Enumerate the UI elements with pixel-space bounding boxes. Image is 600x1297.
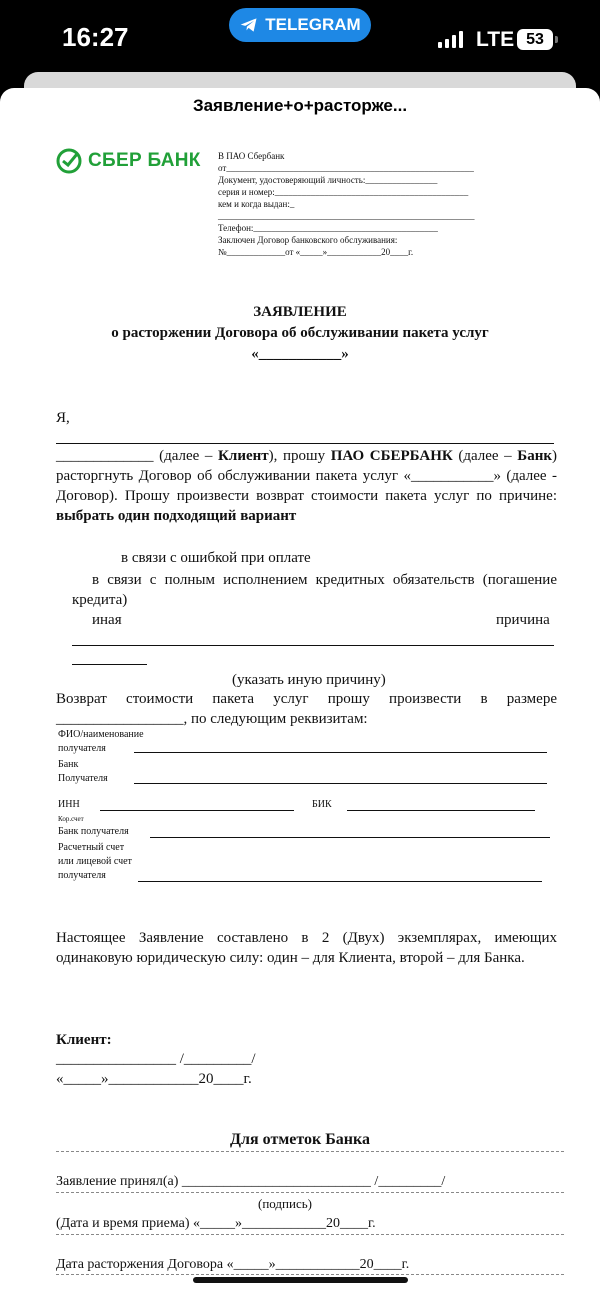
header-field: В ПАО Сбербанк <box>218 151 285 161</box>
bank-name: ПАО СБЕРБАНК <box>330 448 453 464</box>
sber-logo <box>56 148 201 174</box>
bank-field-line <box>134 773 547 784</box>
document-title: Заявление+о+расторже... <box>192 96 408 115</box>
request-text: ), прошу <box>268 448 331 464</box>
other-reason-line-1 <box>72 628 554 646</box>
fio-label-line2: получателя <box>58 743 106 754</box>
bank-label-line1: Банк <box>58 759 79 770</box>
bank-label <box>58 758 108 786</box>
bik-label: БИК <box>312 799 332 810</box>
client-line: _____________ (далее – <box>56 448 219 464</box>
status-bar <box>0 0 600 72</box>
bank-recipient-field-line <box>150 827 550 838</box>
client-word: Клиент <box>218 448 269 464</box>
other-reason-hint: (указать иную причину) <box>232 672 386 688</box>
bank-word: Банк <box>517 448 552 464</box>
intro: Я, <box>56 410 70 426</box>
terminate-text: ) расторгнуть Договор об обслуживании пакета услуг «___________» (далее - Договор). Прошу произвести возврат стоимости пакета услуг по причине: <box>56 448 557 504</box>
choose-text: выбрать один подходящий вариант <box>56 508 297 524</box>
accepted-line: Заявление принял(а) ___________________________ /_________/ <box>56 1174 446 1189</box>
clock: 16:27 <box>62 22 129 52</box>
kor-label: Кор.счет <box>58 815 84 823</box>
bank-marks-divider <box>56 1234 564 1235</box>
request-paragraph <box>56 446 557 526</box>
reason-option-payment-error: в связи с ошибкой при оплате <box>121 550 311 566</box>
addressee-block <box>218 150 528 258</box>
header-field: кем и когда выдан:_ <box>218 199 295 209</box>
reason-option-other: иная <box>92 612 122 628</box>
account-label-line3: получателя <box>58 870 106 881</box>
bank-suffix: (далее – <box>452 448 518 464</box>
bik-field-line <box>347 800 535 811</box>
bank-marks-title: Для отметок Банка <box>230 1131 370 1148</box>
fio-label <box>58 728 144 756</box>
app-pill-label: TELEGRAM <box>265 15 361 34</box>
network-type: LTE <box>476 28 515 51</box>
refund-paragraph: Возврат стоимости пакета услуг прошу произвести в размере _________________, по следующим реквизитам: <box>56 691 557 727</box>
heading-subtitle: о расторжении Договора об обслуживании пакета услуг <box>111 325 489 341</box>
client-sign-line: ________________ /_________/ <box>56 1051 256 1067</box>
header-field: №_____________от «_____»____________20____г. <box>218 247 414 257</box>
heading-contract: «___________» <box>251 346 349 362</box>
reason-option-other-word: причина <box>496 612 550 628</box>
sber-logo-icon <box>56 148 82 174</box>
header-field: Заключен Договор банковского обслуживания: <box>218 235 398 245</box>
header-field: _________________________________________________________ <box>218 211 475 221</box>
bank-recipient-label: Банк получателя <box>58 826 129 837</box>
battery-icon: 53 <box>517 29 553 50</box>
return-to-telegram-pill[interactable] <box>229 8 371 42</box>
signature-hint: (подпись) <box>258 1196 312 1211</box>
client-sign-label: Клиент: <box>56 1032 112 1048</box>
home-indicator[interactable] <box>193 1277 408 1283</box>
battery-tip <box>555 36 558 43</box>
bank-label-line2: Получателя <box>58 773 108 784</box>
header-field: Телефон:_________________________________________ <box>218 223 438 233</box>
logo-text: СБЕР БАНК <box>88 150 201 171</box>
client-name-line <box>56 426 554 444</box>
reason-option-loan-repaid: в связи с полным исполнением кредитных обязательств (погашение кредита) <box>72 572 557 608</box>
other-reason-line-2 <box>72 648 147 665</box>
telegram-icon <box>239 15 259 35</box>
header-field: серия и номер:___________________________________________ <box>218 187 469 197</box>
inn-field-line <box>100 800 294 811</box>
fio-field-line <box>134 742 547 753</box>
bank-marks-divider <box>56 1192 564 1193</box>
heading-title: ЗАЯВЛЕНИЕ <box>253 304 347 320</box>
account-label <box>58 841 132 883</box>
header-field: от_______________________________________________________ <box>218 163 474 173</box>
copies-paragraph: Настоящее Заявление составлено в 2 (Двух) экземплярах, имеющих одинаковую юридическую силу: один – для Клиента, второй – для Банка. <box>56 930 557 966</box>
header-field: Документ, удостоверяющий личность:________________ <box>218 175 438 185</box>
signal-icon <box>438 30 463 48</box>
client-date-line: «_____»____________20____г. <box>56 1071 252 1087</box>
account-label-line2: или лицевой счет <box>58 856 132 867</box>
account-label-line1: Расчетный счет <box>58 842 125 853</box>
inn-label: ИНН <box>58 799 80 810</box>
bank-marks-divider <box>56 1151 564 1152</box>
account-field-line <box>138 871 542 882</box>
fio-label-line1: ФИО/наименование <box>58 729 144 740</box>
termination-date-line: Дата расторжения Договора «_____»____________20____г. <box>56 1257 410 1272</box>
received-date-line: (Дата и время приема) «_____»____________20____г. <box>56 1216 376 1231</box>
bank-marks-divider <box>56 1274 564 1275</box>
document-viewer[interactable] <box>0 88 600 1297</box>
